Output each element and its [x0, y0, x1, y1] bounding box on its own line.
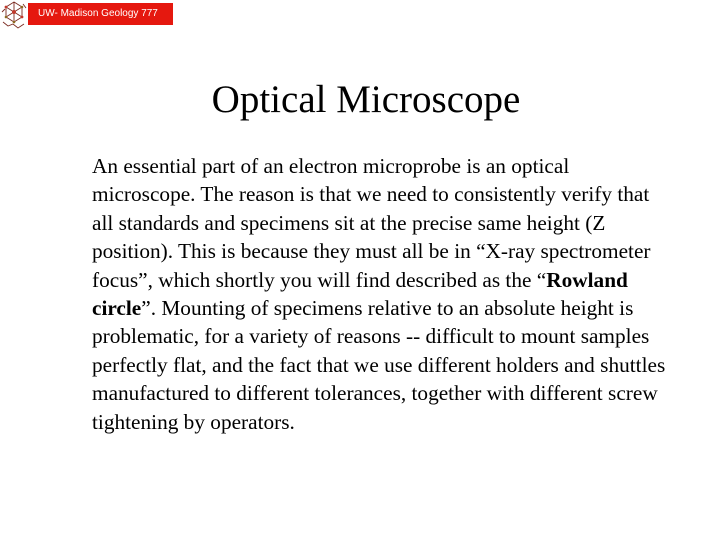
uw-madison-geology-mineral-logo-icon [0, 0, 28, 30]
body-text-part-1: An essential part of an electron microprobe is an optical microscope. The reason is that we need to consistently verify that all standards and specimens sit at the precise same height (Z position). This is because they must all be in “X-ray spectrometer focus”, which shortly you will find described as the “ [92, 154, 651, 292]
course-banner: UW- Madison Geology 777 [28, 3, 173, 25]
slide-body-paragraph [92, 152, 672, 436]
slide-title: Optical Microscope [211, 78, 521, 121]
body-text-part-2: ”. Mounting of specimens relative to an absolute height is problematic, for a variety of reasons -- difficult to mount samples perfectly flat, and the fact that we use different holders and shuttles manufactured to different tolerances, together with different screw tightening by operators. [92, 296, 666, 434]
rowland-circle-term: Rowland circle [92, 267, 628, 321]
